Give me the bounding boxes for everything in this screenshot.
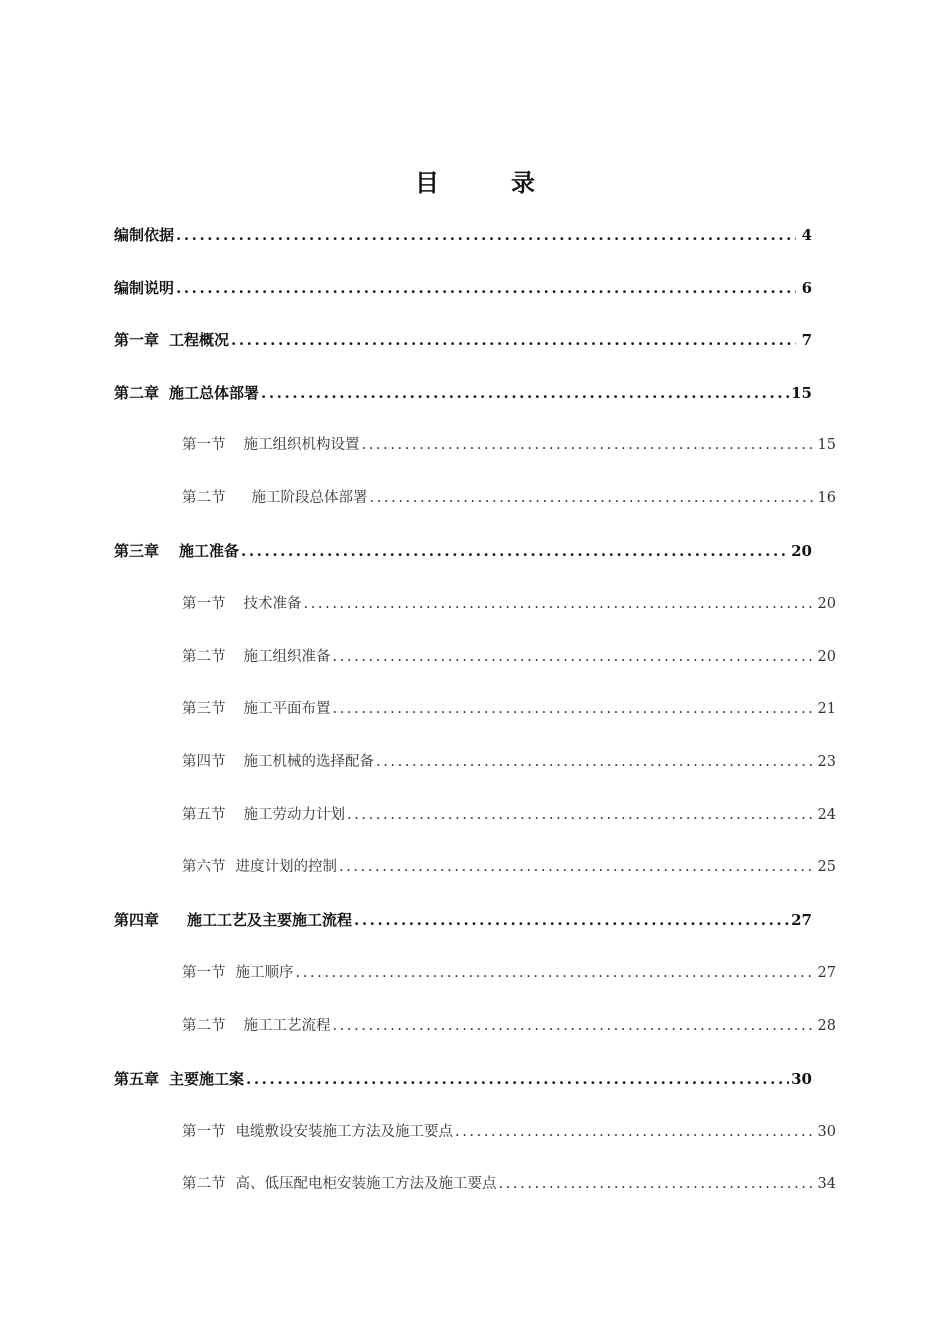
toc-entry-label: 施工劳动力计划 (243, 807, 345, 823)
toc-entry-label: 施工总体部署 (169, 384, 260, 402)
toc-entry-page: 15 (817, 437, 836, 453)
toc-leader-dots (347, 804, 816, 826)
toc-entry-number: 第一章 (114, 331, 160, 349)
toc-entry-label: 工程概况 (169, 331, 230, 349)
toc-leader-dots (376, 751, 816, 773)
toc-entry-page: 34 (817, 1176, 836, 1192)
toc-entry-ch5-section-2[interactable] (182, 1173, 836, 1195)
toc-entry-number: 第四节 (182, 754, 226, 770)
toc-entry-page: 23 (817, 754, 836, 770)
toc-entry-page: 4 (801, 226, 812, 244)
toc-entry-label: 施工组织机构设置 (243, 437, 360, 453)
toc-entry-ch2-section-1[interactable] (182, 434, 836, 456)
toc-leader-dots (246, 1068, 789, 1090)
toc-entry-label: 编制说明 (114, 279, 175, 297)
toc-entry-page: 15 (791, 384, 812, 402)
toc-entry-number: 第三章 (114, 542, 160, 560)
toc-entry-page: 24 (817, 807, 836, 823)
toc-leader-dots (261, 382, 789, 404)
toc-leader-dots (333, 646, 816, 668)
toc-entry-label: 施工机械的选择配备 (243, 754, 374, 770)
toc-entry-page: 20 (817, 596, 836, 612)
toc-entry-number: 第一节 (182, 596, 226, 612)
toc-entry-page: 27 (817, 965, 836, 981)
toc-entry-number: 第五章 (114, 1070, 160, 1088)
toc-entry-page: 28 (817, 1018, 836, 1034)
toc-entry-number: 第六节 (182, 859, 226, 875)
toc-entry-ch4-section-2[interactable] (182, 1015, 836, 1037)
toc-title-char-1: 目 (415, 167, 441, 197)
toc-leader-dots (296, 962, 816, 984)
toc-leader-dots (354, 909, 789, 931)
toc-entry-label: 编制依据 (114, 226, 175, 244)
toc-entry-label: 进度计划的控制 (235, 859, 337, 875)
toc-entry-number: 第二节 (182, 1018, 226, 1034)
toc-leader-dots (339, 856, 816, 878)
toc-entry-page: 21 (817, 701, 836, 717)
toc-entry-label: 施工工艺及主要施工流程 (187, 911, 353, 929)
toc-entry-label: 施工准备 (179, 542, 240, 560)
toc-entry-ch3-section-6[interactable] (182, 856, 836, 878)
toc-entry-compilation-basis[interactable] (114, 224, 812, 246)
toc-leader-dots (455, 1121, 816, 1143)
toc-entry-number: 第三节 (182, 701, 226, 717)
toc-entry-ch3-section-1[interactable] (182, 593, 836, 615)
toc-leader-dots (362, 434, 816, 456)
toc-entry-page: 30 (817, 1124, 836, 1140)
toc-entry-number: 第二节 (182, 649, 226, 665)
toc-entry-page: 25 (817, 859, 836, 875)
toc-entry-ch4-section-1[interactable] (182, 962, 836, 984)
toc-entry-number: 第一节 (182, 965, 226, 981)
toc-entry-label: 施工组织准备 (243, 649, 331, 665)
toc-leader-dots (176, 277, 796, 299)
toc-entry-ch3-section-5[interactable] (182, 804, 836, 826)
toc-entry-ch3-section-3[interactable] (182, 698, 836, 720)
toc-entry-chapter-1[interactable] (114, 329, 812, 351)
toc-entry-label: 主要施工案 (169, 1070, 245, 1088)
toc-leader-dots (176, 224, 796, 246)
toc-entry-chapter-2[interactable] (114, 382, 812, 404)
toc-entry-label: 电缆敷设安装施工方法及施工要点 (235, 1124, 453, 1140)
toc-entry-page: 16 (817, 490, 836, 506)
toc-title (0, 160, 950, 200)
toc-entry-page: 7 (801, 331, 812, 349)
toc-leader-dots (499, 1173, 816, 1195)
toc-entry-compilation-notes[interactable] (114, 277, 812, 299)
toc-title-char-2: 录 (511, 167, 537, 197)
toc-entry-number: 第四章 (114, 911, 160, 929)
toc-entry-number: 第二节 (182, 1176, 226, 1192)
toc-entry-chapter-4[interactable] (114, 909, 812, 931)
toc-entry-chapter-3[interactable] (114, 540, 812, 562)
toc-entry-page: 20 (817, 649, 836, 665)
toc-entry-number: 第二节 (182, 490, 226, 506)
toc-entry-label: 施工阶段总体部署 (251, 490, 368, 506)
toc-entry-label: 施工顺序 (235, 965, 294, 981)
toc-entry-number: 第二章 (114, 384, 160, 402)
toc-entry-label: 施工平面布置 (243, 701, 331, 717)
toc-entry-ch5-section-1[interactable] (182, 1121, 836, 1143)
toc-entry-page: 30 (791, 1070, 812, 1088)
toc-entry-page: 27 (791, 911, 812, 929)
toc-entry-ch3-section-2[interactable] (182, 646, 836, 668)
toc-entry-ch2-section-2[interactable] (182, 487, 836, 509)
toc-entry-page: 6 (801, 279, 812, 297)
toc-entry-label: 高、低压配电柜安装施工方法及施工要点 (235, 1176, 497, 1192)
toc-entry-ch3-section-4[interactable] (182, 751, 836, 773)
toc-entry-page: 20 (791, 542, 812, 560)
toc-leader-dots (370, 487, 816, 509)
toc-entry-label: 技术准备 (243, 596, 302, 612)
toc-leader-dots (333, 1015, 816, 1037)
toc-leader-dots (333, 698, 816, 720)
toc-entry-label: 施工工艺流程 (243, 1018, 331, 1034)
toc-entry-number: 第一节 (182, 1124, 226, 1140)
toc-entry-number: 第一节 (182, 437, 226, 453)
toc-entry-chapter-5[interactable] (114, 1068, 812, 1090)
toc-entry-number: 第五节 (182, 807, 226, 823)
toc-leader-dots (241, 540, 789, 562)
toc-leader-dots (231, 329, 796, 351)
toc-leader-dots (304, 593, 816, 615)
